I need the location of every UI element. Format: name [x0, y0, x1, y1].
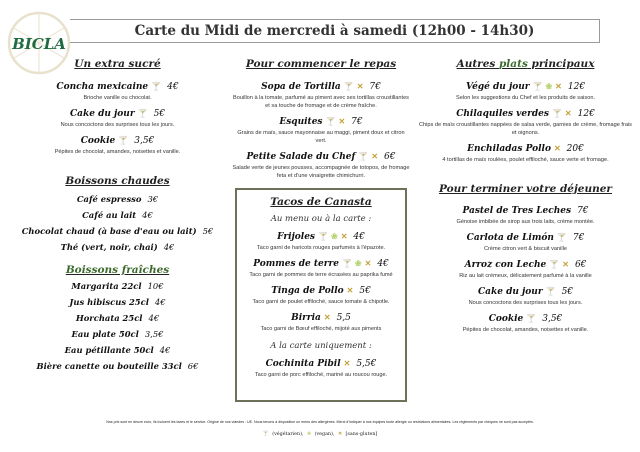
- section-title-pour-commencer: Pour commencer le repas: [245, 58, 397, 70]
- gluten-free-icon: ✕: [564, 108, 572, 118]
- menu-item: Esquites 🍸 ✕ 7€: [279, 116, 363, 127]
- vegetarian-icon: 🍸: [318, 231, 328, 241]
- item-description: Salade verte de jeunes pousses, accompagnée de totopos, de fromage feta et d'une vinaigrette chimichurri.: [232, 165, 410, 179]
- menu-title-box: [70, 19, 600, 43]
- menu-item: Birria ✕ 5,5: [291, 312, 351, 323]
- vegetarian-icon: 🍸: [262, 432, 269, 437]
- vegetarian-icon: 🍸: [551, 108, 562, 118]
- menu-item: Cochinita Pibil ✕ 5,5€: [265, 358, 377, 369]
- vegetarian-icon: 🍸: [341, 258, 352, 268]
- item-description: Pépites de chocolat, amandes, noisettes et vanille.: [54, 149, 181, 155]
- gluten-free-icon: ✕: [337, 431, 342, 437]
- vegetarian-icon: 🍸: [549, 259, 560, 269]
- diet-legend: 🍸 (végétarien), ❀ (vegan), ✕ [sans-gluten]: [262, 431, 378, 437]
- item-description: Taco garni de porc effiloché, mariné au roucou rouge.: [254, 372, 388, 378]
- subtitle-carte-uniquement: A la carte uniquement :: [270, 341, 372, 351]
- item-description: Crème citron vert & biscuit vanille: [483, 246, 567, 252]
- menu-item: Sopa de Tortilla 🍸 ✕ 7€: [261, 81, 381, 92]
- gluten-free-icon: ✕: [555, 81, 562, 91]
- drink-item: Eau pétillante 50cl 4€: [64, 345, 171, 355]
- item-description: 4 tortillas de maïs roulées, poulet effiloché, sauce verte et fromage.: [442, 157, 609, 163]
- column-left: [10, 58, 225, 374]
- vegan-icon: ❀: [307, 432, 312, 437]
- vegetarian-icon: 🍸: [526, 313, 537, 323]
- vegetarian-icon: 🍸: [358, 151, 369, 161]
- menu-item: Végé du jour 🍸 ❀ ✕ 12€: [465, 81, 586, 92]
- vegetarian-icon: 🍸: [343, 81, 354, 91]
- section-title-pour-terminer: Pour terminer votre déjeuner: [439, 183, 612, 195]
- menu-item: Tinga de Pollo ✕ 5€: [271, 285, 371, 296]
- menu-item: Concha mexicaine 🍸 4€: [56, 81, 179, 92]
- section-title-boissons-fraiches: Boissons fraîches: [65, 264, 170, 276]
- vegetarian-icon: 🍸: [137, 108, 148, 118]
- gluten-free-icon: ✕: [346, 285, 354, 295]
- drink-item: Jus hibiscus 25cl 4€: [69, 297, 166, 307]
- item-description: Brioche vanille ou chocolat.: [83, 95, 152, 101]
- gluten-free-icon: ✕: [356, 81, 364, 91]
- drink-item: Chocolat chaud (à base d'eau ou lait) 5€: [21, 226, 214, 236]
- menu-item: Cake du jour 🍸 5€: [477, 286, 574, 297]
- footer-note: Nos prix sont en deuxe euro, ils incluent les taxes et le service. Origine de nos viandes : UE. Nous tenons à disposition un menu des allergènes. Merci d'indiquer à nos équipes toute allergie ou restrictions alimentaires. Les règlements par chèques ne sont pas acceptés.: [106, 420, 534, 424]
- drink-item: Bière canette ou bouteille 33cl 6€: [36, 361, 199, 371]
- menu-item: Frijoles 🍸 ❀ ✕ 4€: [277, 231, 365, 242]
- gluten-free-icon: ✕: [562, 259, 569, 269]
- gluten-free-icon: ✕: [340, 231, 348, 241]
- item-description: Chips de maïs croustillantes nappées de salsa verde, garnies de crème, fromage frais et oignons.: [419, 122, 632, 136]
- item-description: Pépites de chocolat, amandes, noisettes et vanille.: [462, 327, 589, 333]
- gluten-free-icon: ✕: [364, 258, 372, 268]
- section-title-autres-plats: Autres plats principaux: [456, 58, 595, 70]
- menu-item: Chilaquiles verdes 🍸 ✕ 12€: [456, 108, 595, 119]
- drink-item: Margarita 22cl 10€: [71, 281, 164, 291]
- vegetarian-icon: 🍸: [545, 286, 556, 296]
- column-right: [418, 58, 633, 339]
- item-description: Taco garni de Bœuf effiloché, mijoté aux piments: [260, 326, 382, 332]
- section-title-tacos: Tacos de Canasta: [270, 196, 372, 208]
- column-center: [232, 58, 410, 185]
- item-description: Selon les suggestions du Chef et les produits de saison.: [456, 95, 595, 101]
- menu-title: Carte du Midi de mercredi à samedi (12h00 - 14h30): [134, 23, 535, 39]
- vegetarian-icon: 🍸: [118, 135, 129, 145]
- gluten-free-icon: ✕: [338, 116, 346, 126]
- vegetarian-icon: 🍸: [532, 81, 543, 91]
- vegan-icon: ❀: [545, 81, 553, 91]
- gluten-free-icon: ✕: [371, 151, 379, 161]
- item-description: Taco garni de poulet effiloché, sauce tomate & chipotle.: [252, 299, 390, 305]
- item-description: Taco garni de pommes de terre écrasées au paprika fumé: [249, 272, 393, 278]
- menu-item: Carlota de Limón 🍸 7€: [466, 232, 585, 243]
- menu-item: Petite Salade du Chef 🍸 ✕ 6€: [246, 151, 396, 162]
- item-description: Grains de maïs, sauce mayonnaise au maggi, piment doux et citron vert.: [237, 130, 405, 144]
- item-description: Nous concoctons des surprises tous les jours.: [468, 300, 583, 306]
- vegetarian-icon: 🍸: [556, 232, 567, 242]
- drink-item: Horchata 25cl 4€: [75, 313, 160, 323]
- menu-item: Arroz con Leche 🍸 ✕ 6€: [464, 259, 587, 270]
- gluten-free-icon: ✕: [553, 143, 561, 153]
- section-title-extra-sucre: Un extra sucré: [74, 58, 161, 70]
- tacos-de-canasta-box: [235, 188, 407, 402]
- menu-item: Pommes de terre 🍸 ❀ ✕ 4€: [253, 258, 389, 269]
- svg-text:BICLA: BICLA: [12, 35, 66, 53]
- menu-item: Cookie 🍸 3,5€: [488, 313, 563, 324]
- item-description: Bouillon à la tomate, parfumé au piment avec ses tortillas croustillantes et sa touche de fromage et de crème fraîche.: [233, 95, 409, 109]
- item-description: Génoise imbibée de sirop aux trois laits, crème montée.: [456, 219, 595, 225]
- vegetarian-icon: 🍸: [151, 81, 162, 91]
- menu-item: Cookie 🍸 3,5€: [80, 135, 155, 146]
- drink-item: Café espresso 3€: [76, 194, 159, 204]
- vegan-icon: ❀: [354, 258, 362, 268]
- item-description: Riz au lait crémeux, délicatement parfumé à la vanille: [459, 273, 592, 279]
- drink-item: Eau plate 50cl 3,5€: [71, 329, 164, 339]
- subtitle-menu-ou-carte: Au menu ou à la carte :: [270, 214, 372, 224]
- menu-item: Pastel de Tres Leches 7€: [462, 206, 589, 216]
- item-description: Nous concoctons des surprises tous les jours.: [60, 122, 175, 128]
- vegetarian-icon: 🍸: [325, 116, 336, 126]
- gluten-free-icon: ✕: [343, 358, 351, 368]
- item-description: Taco garni de haricots rouges parfumés à l'épazote.: [256, 245, 386, 251]
- menu-item: Enchiladas Pollo ✕ 20€: [467, 143, 584, 154]
- section-title-boissons-chaudes: Boissons chaudes: [65, 175, 170, 187]
- gluten-free-icon: ✕: [323, 312, 331, 322]
- drink-item: Café au lait 4€: [82, 210, 153, 220]
- drink-item: Thé (vert, noir, chai) 4€: [60, 242, 175, 252]
- menu-item: Cake du jour 🍸 5€: [69, 108, 166, 119]
- vegan-icon: ❀: [330, 231, 338, 241]
